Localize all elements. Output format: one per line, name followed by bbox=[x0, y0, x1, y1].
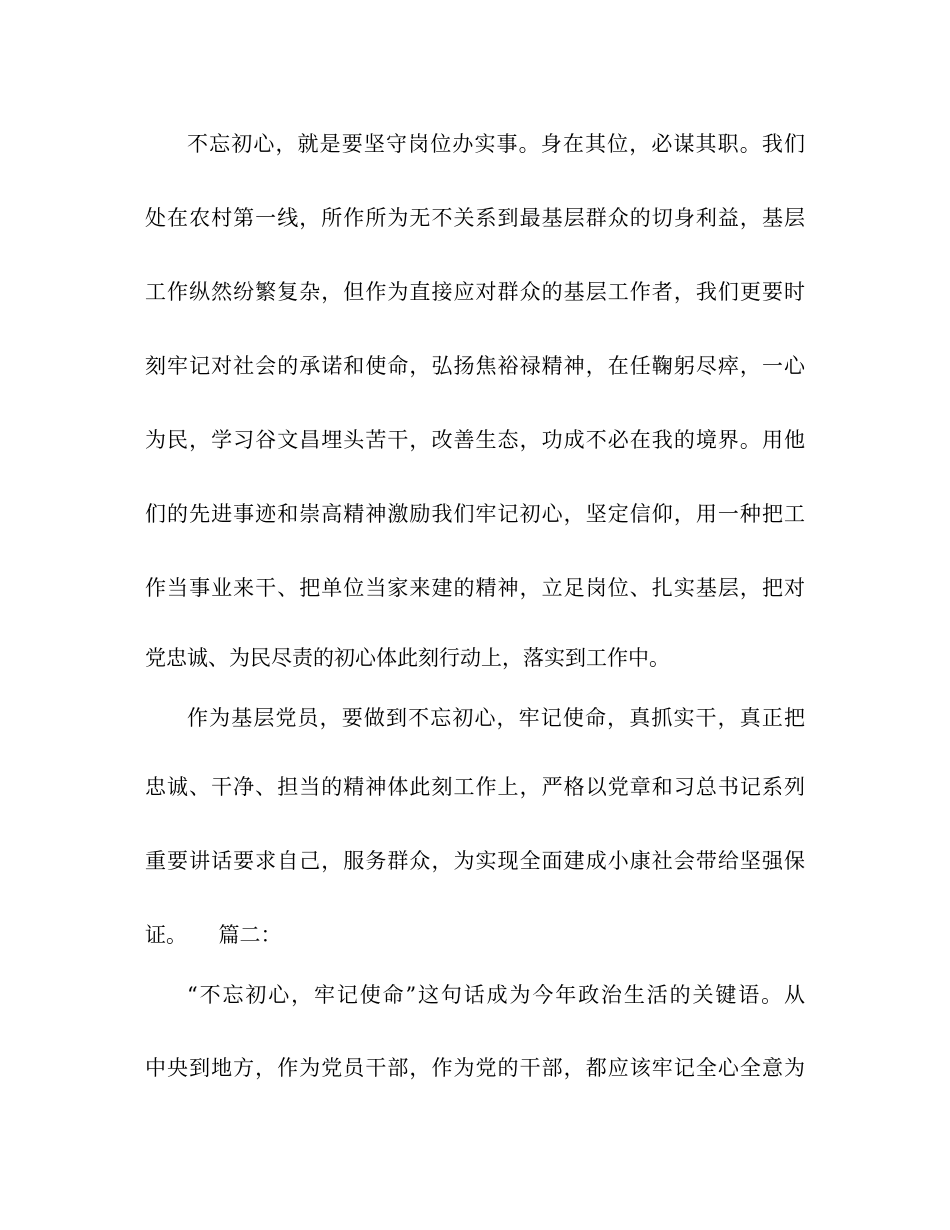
paragraph-2-line-2: 忠诚、干净、担当的精神体此刻工作上，严格以党章和习总书记系列 bbox=[145, 775, 805, 799]
paragraph-1-line-2: 处在农村第一线，所作所为无不关系到最基层群众的切身利益，基层 bbox=[145, 206, 805, 230]
paragraph-1-line-5: 为民，学习谷文昌埋头苦干，改善生态，功成不必在我的境界。用他 bbox=[145, 428, 805, 452]
paragraph-1-line-3: 工作纵然纷繁复杂，但作为直接应对群众的基层工作者，我们更要时 bbox=[145, 280, 805, 304]
paragraph-3-line-2: 中央到地方，作为党员干部，作为党的干部，都应该牢记全心全意为 bbox=[145, 1056, 805, 1080]
paragraph-3-line-1: “不忘初心，牢记使命”这句话成为今年政治生活的关键语。从 bbox=[187, 983, 805, 1007]
paragraph-1-line-7: 作当事业来干、把单位当家来建的精神，立足岗位、扎实基层，把对 bbox=[145, 576, 805, 600]
paragraph-1-line-1: 不忘初心，就是要坚守岗位办实事。身在其位，必谋其职。我们 bbox=[187, 132, 805, 156]
paragraph-2-line-4: 证。 篇二： bbox=[145, 923, 282, 947]
paragraph-2-line-1: 作为基层党员，要做到不忘初心，牢记使命，真抓实干，真正把 bbox=[187, 706, 805, 730]
paragraph-1-line-6: 们的先进事迹和崇高精神激励我们牢记初心，坚定信仰，用一种把工 bbox=[145, 502, 805, 526]
paragraph-2-line-3: 重要讲话要求自己，服务群众，为实现全面建成小康社会带给坚强保 bbox=[145, 849, 805, 873]
paragraph-1-line-4: 刻牢记对社会的承诺和使命，弘扬焦裕禄精神，在任鞠躬尽瘁，一心 bbox=[145, 354, 805, 378]
paragraph-1-line-8: 党忠诚、为民尽责的初心体此刻行动上，落实到工作中。 bbox=[145, 646, 670, 670]
